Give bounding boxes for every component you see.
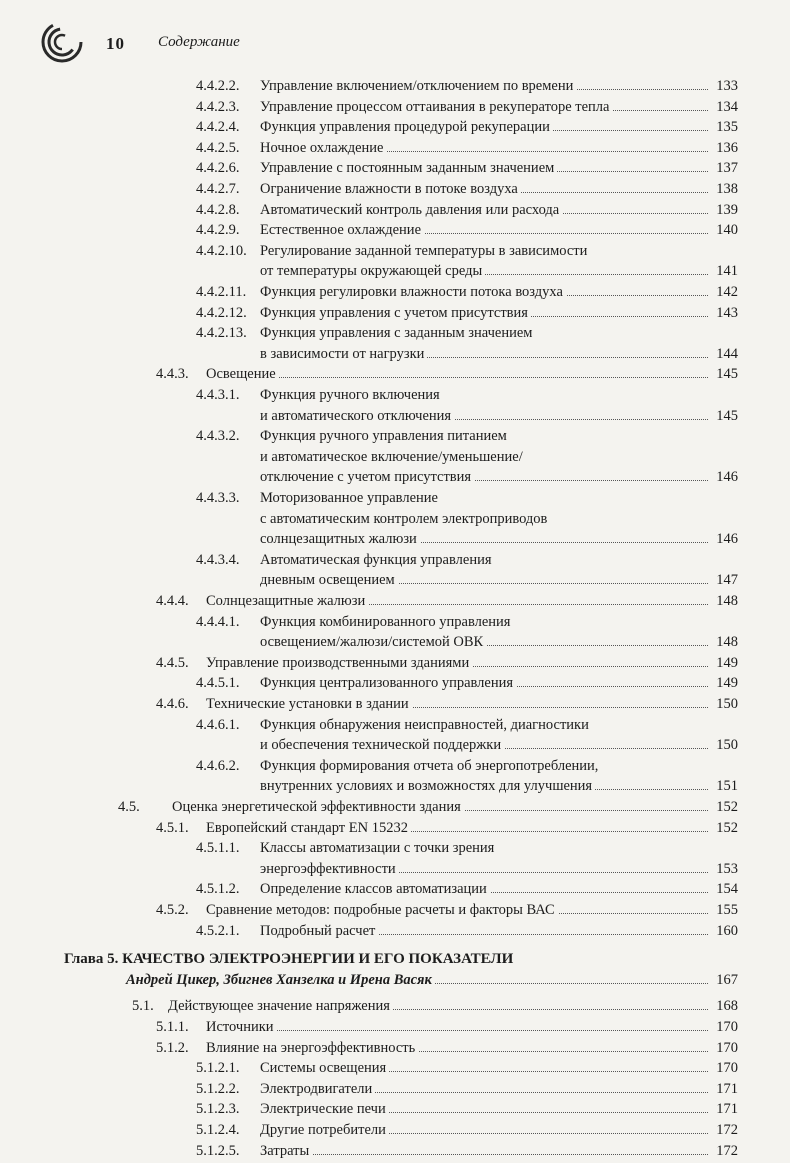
- toc-entry-title: Управление с постоянным заданным значением: [260, 158, 557, 178]
- toc-entry-number: 5.1.2.5.: [196, 1142, 240, 1159]
- toc-page-number: 144: [716, 345, 738, 362]
- toc-entry-line[interactable]: [0, 735, 738, 755]
- toc-entry-title: Функция управления с учетом присутствия: [260, 303, 531, 323]
- toc-entry-title: Функция централизованного управления: [260, 673, 516, 693]
- toc-entry-title: Технические установки в здании: [206, 694, 412, 714]
- toc-entry-title: Действующее значение напряжения: [168, 996, 393, 1016]
- toc-page-number: 147: [716, 572, 738, 589]
- toc-entry-title: Моторизованное управление: [260, 488, 441, 508]
- toc-entry-number: 4.4.4.: [156, 593, 189, 609]
- toc-entry-title: отключение с учетом присутствия: [260, 467, 474, 487]
- toc-page-number: 148: [716, 593, 738, 609]
- leader-dots: [264, 1154, 708, 1155]
- toc-entry-title: Ограничение влажности в потоке воздуха: [260, 179, 521, 199]
- toc-entry-line[interactable]: [0, 776, 738, 796]
- chapter-authors-line[interactable]: [0, 970, 738, 990]
- toc-entry-line[interactable]: [0, 632, 738, 652]
- toc-entry-title: Функция формирования отчета об энергопотреблении,: [260, 756, 601, 776]
- toc-entry-number: 4.4.2.8.: [196, 201, 240, 218]
- toc-entry-title: внутренних условиях и возможностях для улучшения: [260, 776, 595, 796]
- toc-entry-line[interactable]: [0, 426, 738, 446]
- toc-entry-number: 4.5.: [118, 799, 140, 815]
- toc-entry-number: 4.5.1.1.: [196, 840, 240, 857]
- toc-page-number: 141: [716, 263, 738, 280]
- toc-entry-title: и обеспечения технической поддержки: [260, 735, 504, 755]
- toc-entry-title: в зависимости от нагрузки: [260, 344, 427, 364]
- toc-entry-line[interactable]: [0, 529, 738, 549]
- toc-page-number: 152: [716, 819, 738, 836]
- toc-entry-line[interactable]: [0, 921, 738, 941]
- toc-page-number: 151: [716, 778, 738, 795]
- toc-entry-number: 4.4.3.4.: [196, 551, 240, 568]
- toc-page-number: 168: [716, 998, 738, 1015]
- toc-entry-line[interactable]: [0, 1141, 738, 1161]
- toc-page-number: 153: [716, 860, 738, 877]
- toc-entry-line[interactable]: [0, 200, 738, 220]
- toc-entry-line[interactable]: [0, 241, 738, 261]
- toc-entry-number: 4.4.4.1.: [196, 613, 240, 630]
- toc-entry-number: 4.4.6.1.: [196, 716, 240, 733]
- toc-entry-title: Классы автоматизации с точки зрения: [260, 838, 497, 858]
- toc-entry-line[interactable]: [0, 447, 738, 467]
- toc-entry-number: 4.4.2.2.: [196, 78, 240, 94]
- toc-page-number: 170: [716, 1019, 738, 1035]
- toc-page-number: 170: [716, 1060, 738, 1077]
- toc-entry-number: 4.4.2.5.: [196, 139, 240, 156]
- toc-entry-line[interactable]: [0, 900, 738, 920]
- toc-entry-title: дневным освещением: [260, 570, 398, 590]
- toc-page-number: 150: [716, 737, 738, 754]
- toc-page-number: 143: [716, 304, 738, 321]
- toc-entry-title: Другие потребители: [260, 1120, 389, 1140]
- toc-page-number: 150: [716, 696, 738, 712]
- toc-entry-title: с автоматическим контролем электроприводов: [260, 509, 550, 529]
- toc-page-number: 138: [716, 181, 738, 197]
- chapter-authors: Андрей Цикер, Збигнев Ханзелка и Ирена Васяк: [126, 970, 435, 990]
- toc-entry-title: Естественное охлаждение: [260, 220, 424, 240]
- toc-entry-line[interactable]: [0, 838, 738, 858]
- toc-page-number: 133: [716, 78, 738, 94]
- toc-page-number: 135: [716, 119, 738, 136]
- toc-entry-title: Автоматический контроль давления или расхода: [260, 200, 562, 220]
- toc-entry-number: 5.1.1.: [156, 1019, 189, 1035]
- toc-entry-line[interactable]: [0, 1099, 738, 1119]
- toc-entry-number: 5.1.2.4.: [196, 1122, 240, 1138]
- toc-entry-title: Функция управления с заданным значением: [260, 323, 535, 343]
- toc-entry-line[interactable]: [0, 488, 738, 508]
- toc-entry-line[interactable]: [0, 694, 738, 714]
- toc-entry-title: Сравнение методов: подробные расчеты и факторы ВАС: [206, 900, 558, 920]
- toc-entry-number: 5.1.: [132, 998, 154, 1015]
- toc-page-number: 167: [716, 971, 738, 988]
- toc-entry-line[interactable]: [0, 996, 738, 1016]
- toc-entry-line[interactable]: [0, 467, 738, 487]
- toc-entry-number: 4.4.6.: [156, 696, 189, 712]
- toc-entry-line[interactable]: [0, 261, 738, 281]
- toc-entry-line[interactable]: [0, 1038, 738, 1058]
- toc-entry-title: Функция управления процедурой рекуперации: [260, 117, 553, 137]
- toc-entry-line[interactable]: [0, 220, 738, 240]
- toc-entry-title: Функция ручного включения: [260, 385, 443, 405]
- toc-entry-title: Функция регулировки влажности потока воздуха: [260, 282, 566, 302]
- toc-entry-title: Функция ручного управления питанием: [260, 426, 510, 446]
- toc-entry-number: 4.4.2.3.: [196, 98, 240, 115]
- toc-entry-title: Подробный расчет: [260, 921, 378, 941]
- toc-page-number: 160: [716, 922, 738, 939]
- toc-entry-line[interactable]: [0, 818, 738, 838]
- toc-page-number: 171: [716, 1080, 738, 1097]
- toc-entry-number: 5.1.2.2.: [196, 1080, 240, 1097]
- toc-entry-title: Влияние на энергоэффективность: [206, 1038, 418, 1058]
- toc-entry-line[interactable]: [0, 570, 738, 590]
- chapter-title: Глава 5. КАЧЕСТВО ЭЛЕКТРОЭНЕРГИИ И ЕГО ПОКАЗАТЕЛИ: [64, 949, 516, 969]
- toc-entry-number: 4.5.2.1.: [196, 922, 240, 939]
- running-title: Содержание: [158, 34, 240, 50]
- toc-entry-line[interactable]: [0, 879, 738, 899]
- toc-entry-title: Электрические печи: [260, 1099, 389, 1119]
- toc-page-number: 171: [716, 1101, 738, 1118]
- toc-entry-line[interactable]: [0, 282, 738, 302]
- toc-entry-title: и автоматического отключения: [260, 406, 454, 426]
- toc-entry-number: 4.4.3.3.: [196, 490, 240, 506]
- toc-entry-title: Системы освещения: [260, 1058, 389, 1078]
- toc-entry-number: 4.5.1.2.: [196, 881, 240, 898]
- toc-entry-title: Европейский стандарт EN 15232: [206, 818, 411, 838]
- toc-page-number: 155: [716, 902, 738, 918]
- toc-entry-number: 4.4.2.9.: [196, 222, 240, 239]
- toc-entry-line[interactable]: [0, 509, 738, 529]
- toc-entry-line[interactable]: [0, 612, 738, 632]
- toc-entry-title: Затраты: [260, 1141, 312, 1161]
- toc-entry-title: от температуры окружающей среды: [260, 261, 485, 281]
- toc-page-number: 140: [716, 222, 738, 239]
- toc-entry-line[interactable]: [0, 323, 738, 343]
- toc-page-number: 149: [716, 654, 738, 671]
- toc-entry-line[interactable]: [0, 550, 738, 570]
- toc-entry-number: 4.4.2.4.: [196, 119, 240, 136]
- toc-entry-number: 4.4.3.: [156, 366, 189, 383]
- toc-entry-title: освещением/жалюзи/системой ОВК: [260, 632, 486, 652]
- toc-entry-title: Регулирование заданной температуры в зависимости: [260, 241, 590, 261]
- toc-entry-number: 4.4.2.13.: [196, 325, 247, 342]
- toc-entry-number: 4.4.2.10.: [196, 242, 247, 259]
- toc-entry-number: 4.4.6.2.: [196, 757, 240, 774]
- toc-page-number: 146: [716, 469, 738, 486]
- toc-entry-line[interactable]: [0, 303, 738, 323]
- toc-entry-line[interactable]: [0, 76, 738, 96]
- page-number: 10: [106, 34, 125, 53]
- toc-entry-line[interactable]: [0, 1079, 738, 1099]
- toc-entry-title: Освещение: [206, 364, 279, 384]
- toc-entry-line[interactable]: [0, 344, 738, 364]
- toc-page-number: 148: [716, 634, 738, 651]
- toc-entry-title: Автоматическая функция управления: [260, 550, 495, 570]
- toc-entry-title: Ночное охлаждение: [260, 138, 386, 158]
- toc-entry-number: 4.5.1.: [156, 819, 189, 836]
- toc-entry-line[interactable]: [0, 859, 738, 879]
- toc-entry-title: Управление процессом оттаивания в рекуператоре тепла: [260, 97, 612, 117]
- toc-entry-line[interactable]: [0, 673, 738, 693]
- toc-page-number: 170: [716, 1039, 738, 1056]
- toc-entry-number: 4.4.2.12.: [196, 304, 247, 321]
- toc-entry-line[interactable]: [0, 158, 738, 178]
- toc-entry-title: Управление производственными зданиями: [206, 653, 472, 673]
- toc-entry-line[interactable]: [0, 1017, 738, 1037]
- toc-entry-line[interactable]: [0, 364, 738, 384]
- toc-entry-line[interactable]: [0, 179, 738, 199]
- publisher-logo-icon: [40, 20, 84, 64]
- leader-dots: [210, 1030, 708, 1031]
- toc-page-number: 172: [716, 1122, 738, 1138]
- toc-entry-line[interactable]: [0, 138, 738, 158]
- toc-entry-line[interactable]: [0, 385, 738, 405]
- toc-entry-number: 5.1.2.: [156, 1039, 189, 1056]
- toc-entry-line[interactable]: [0, 715, 738, 735]
- toc-entry-line[interactable]: [0, 756, 738, 776]
- toc-entry-number: 4.4.2.7.: [196, 181, 240, 197]
- toc-entry-line[interactable]: [0, 406, 738, 426]
- toc-entry-line[interactable]: [0, 1058, 738, 1078]
- toc-page-number: 146: [716, 531, 738, 548]
- toc-page-number: 137: [716, 160, 738, 177]
- toc-entry-number: 4.4.5.1.: [196, 675, 240, 692]
- toc-page-number: 152: [716, 799, 738, 815]
- toc-page-number: 149: [716, 675, 738, 692]
- toc-entry-title: Определение классов автоматизации: [260, 879, 490, 899]
- toc-entry-title: Управление включением/отключением по времени: [260, 76, 576, 96]
- toc-entry-title: Функция обнаружения неисправностей, диагностики: [260, 715, 592, 735]
- leader-dots: [210, 377, 708, 378]
- toc-page-number: 154: [716, 881, 738, 898]
- toc-entry-number: 4.4.3.2.: [196, 428, 240, 445]
- toc-entry-title: солнцезащитных жалюзи: [260, 529, 420, 549]
- toc-entry-number: 5.1.2.3.: [196, 1101, 240, 1118]
- toc-entry-line[interactable]: [0, 797, 738, 817]
- toc-entry-title: энергоэффективности: [260, 859, 399, 879]
- toc-page-number: 172: [716, 1142, 738, 1159]
- toc-entry-line[interactable]: [0, 97, 738, 117]
- toc-entry-number: 4.5.2.: [156, 902, 189, 918]
- chapter-heading[interactable]: [0, 949, 738, 969]
- toc-entry-title: и автоматическое включение/уменьшение/: [260, 447, 526, 467]
- toc-page-number: 145: [716, 407, 738, 424]
- toc-entry-title: Функция комбинированного управления: [260, 612, 513, 632]
- toc-entry-number: 4.4.5.: [156, 654, 189, 671]
- toc-entry-line[interactable]: [0, 591, 738, 611]
- toc-page-number: 142: [716, 284, 738, 300]
- toc-entry-line[interactable]: [0, 1120, 738, 1140]
- toc-page-number: 136: [716, 139, 738, 156]
- toc-entry-title: Солнцезащитные жалюзи: [206, 591, 368, 611]
- toc-entry-number: 4.4.2.6.: [196, 160, 240, 177]
- toc-entry-title: Электродвигатели: [260, 1079, 375, 1099]
- toc-page-number: 134: [716, 98, 738, 115]
- toc-entry-number: 4.4.3.1.: [196, 387, 240, 403]
- toc-entry-number: 5.1.2.1.: [196, 1060, 240, 1077]
- toc-entry-title: Оценка энергетической эффективности здания: [172, 797, 464, 817]
- toc-page-number: 139: [716, 201, 738, 218]
- toc-page-number: 145: [716, 366, 738, 383]
- toc-entry-title: Источники: [206, 1017, 277, 1037]
- toc-entry-line[interactable]: [0, 653, 738, 673]
- toc-entry-line[interactable]: [0, 117, 738, 137]
- toc-entry-number: 4.4.2.11.: [196, 284, 247, 300]
